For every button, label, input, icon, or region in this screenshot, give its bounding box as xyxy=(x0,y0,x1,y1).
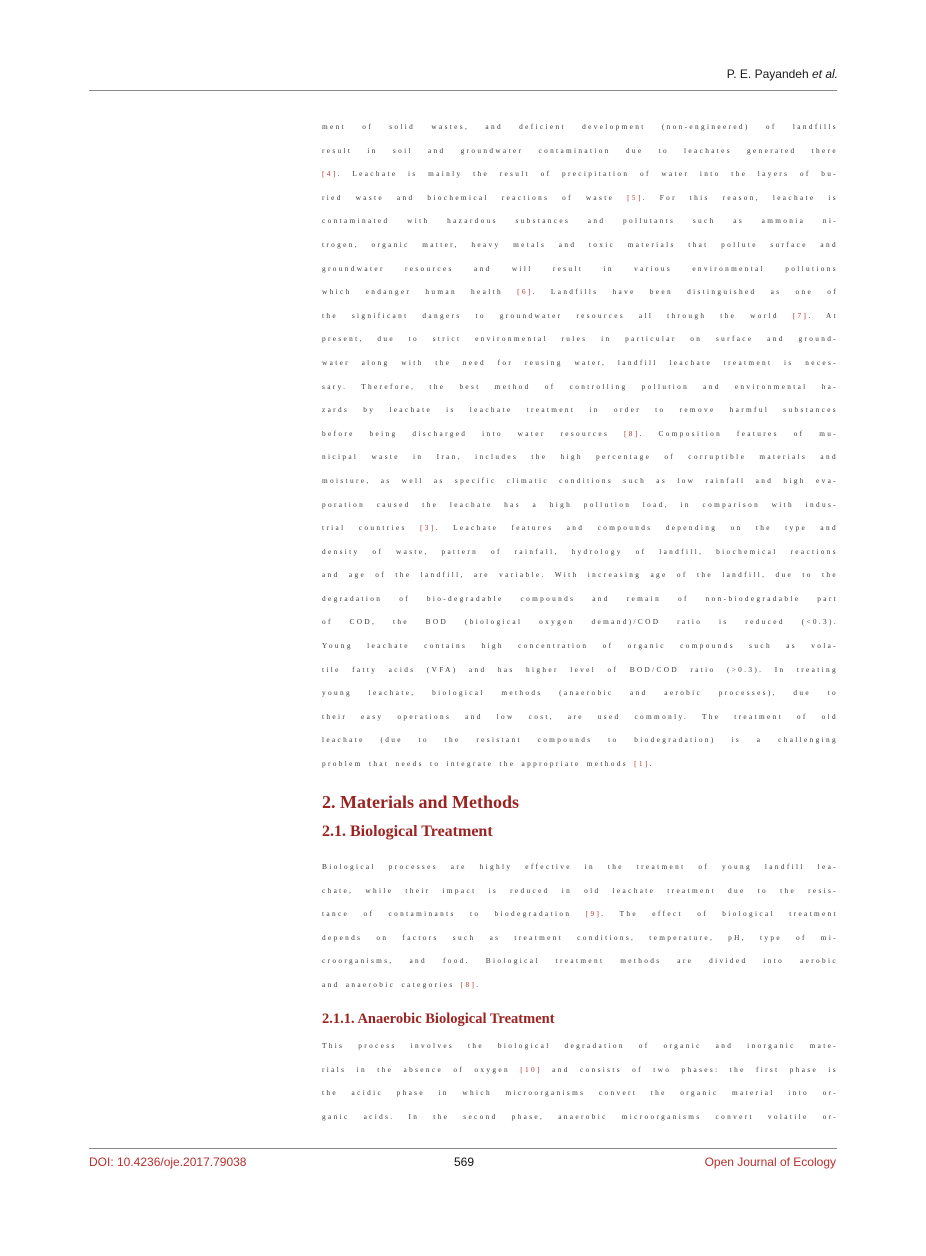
text-line: present, due to strict environmental rules in particular on surface and ground- xyxy=(322,334,838,344)
text-line: rials in the absence of oxygen [10] and consists of two phases: the first phase is xyxy=(322,1064,838,1074)
text-line: their easy operations and low cost, are used commonly. The treatment of old xyxy=(322,711,838,721)
text-line: sary. Therefore, the best method of controlling pollution and environmental ha- xyxy=(322,381,838,391)
text-line: depends on factors such as treatment conditions, temperature, pH, type of mi- xyxy=(322,932,838,942)
text-line: density of waste, pattern of rainfall, hydrology of landfill, biochemical reactions xyxy=(322,546,838,556)
citation-link[interactable]: [6] xyxy=(517,287,533,297)
subsection-heading-biological-treatment: 2.1. Biological Treatment xyxy=(322,823,493,840)
section-heading-materials-methods: 2. Materials and Methods xyxy=(322,792,519,812)
citation-link[interactable]: [7] xyxy=(792,310,809,320)
text-line: before being discharged into water resources [8]. Composition features of mu- xyxy=(322,428,838,438)
intro-paragraph xyxy=(322,120,838,781)
biological-treatment-paragraph xyxy=(322,860,838,1002)
citation-link[interactable]: [8] xyxy=(623,428,640,438)
citation-link[interactable]: [4] xyxy=(322,169,338,179)
text-line: contaminated with hazardous substances and pollutants such as ammonia ni- xyxy=(322,216,838,226)
anaerobic-paragraph xyxy=(322,1039,838,1133)
text-line: young leachate, biological methods (anaerobic and aerobic processes), due to xyxy=(322,688,838,698)
text-line: poration caused the leachate has a high pollution load, in comparison with indus- xyxy=(322,499,838,509)
text-line: Young leachate contains high concentration of organic compounds such as vola- xyxy=(322,641,838,651)
text-line: leachate (due to the resistant compounds to biodegradation) is a challenging xyxy=(322,735,838,745)
text-line: Biological processes are highly effective in the treatment of young landfill lea- xyxy=(322,862,838,871)
text-line: moisture, as well as specific climatic conditions such as low rainfall and high eva- xyxy=(322,475,838,485)
page-header-author xyxy=(727,67,838,81)
footer-journal-link[interactable]: Open Journal of Ecology xyxy=(704,1155,836,1169)
author-name: P. E. Payandeh xyxy=(726,67,809,81)
text-line: trial countries [3]. Leachate features and compounds depending on the type and xyxy=(322,523,838,533)
citation-link[interactable]: [3] xyxy=(420,523,436,533)
text-line: degradation of bio-degradable compounds and remain of non-biodegradable part xyxy=(322,593,838,603)
text-line: of COD, the BOD (biological oxygen demand)/COD ratio is reduced (<0.3). xyxy=(322,617,838,627)
text-line: This process involves the biological degradation of organic and inorganic mate- xyxy=(322,1041,838,1050)
text-line: ment of solid wastes, and deficient development (non-engineered) of landfills xyxy=(322,122,838,131)
citation-link[interactable]: [8] xyxy=(460,979,477,989)
text-line: [4]. Leachate is mainly the result of precipitation of water into the layers of bu- xyxy=(322,169,838,179)
page-number: 569 xyxy=(454,1155,475,1169)
text-line: tile fatty acids (VFA) and has higher level of BOD/COD ratio (>0.3). In treating xyxy=(322,664,838,674)
text-line: and age of the landfill, are variable. With increasing age of the landfill, due to the xyxy=(322,570,838,580)
citation-link[interactable]: [1] xyxy=(634,759,650,769)
text-line: ganic acids. In the second phase, anaerobic microorganisms convert volatile or- xyxy=(322,1111,838,1121)
citation-link[interactable]: [10] xyxy=(520,1064,542,1074)
text-line: ried waste and biochemical reactions of waste [5]. For this reason, leachate is xyxy=(322,192,838,202)
text-line: the significant dangers to groundwater resources all through the world [7]. At xyxy=(322,310,838,320)
text-line: result in soil and groundwater contamination due to leachates generated there xyxy=(322,145,838,155)
citation-link[interactable]: [9] xyxy=(585,909,602,919)
text-line: problem that needs to integrate the appropriate methods [1]. xyxy=(322,759,654,769)
text-line: croorganisms, and food. Biological treatment methods are divided into aerobic xyxy=(322,956,838,966)
text-line: tance of contaminants to biodegradation [9]. The effect of biological treatment xyxy=(322,909,838,919)
text-line: zards by leachate is leachate treatment in order to remove harmful substances xyxy=(322,405,838,415)
text-line: water along with the need for reusing water, landfill leachate treatment is neces- xyxy=(322,357,838,367)
footer-divider xyxy=(89,1148,837,1149)
text-line: and anaerobic categories [8]. xyxy=(322,979,481,989)
footer-doi-link[interactable]: DOI: 10.4236/oje.2017.79038 xyxy=(89,1155,247,1169)
text-line: groundwater resources and will result in various environmental pollutions xyxy=(322,263,838,273)
text-line: chate, while their impact is reduced in old leachate treatment due to the resis- xyxy=(322,885,838,895)
text-line: trogen, organic matter, heavy metals and toxic materials that pollute surface and xyxy=(322,239,838,249)
author-etal: et al. xyxy=(811,67,838,81)
text-line: nicipal waste in Iran, includes the high percentage of corruptible materials and xyxy=(322,452,838,462)
header-divider xyxy=(89,90,837,91)
citation-link[interactable]: [5] xyxy=(627,192,643,202)
text-line: which endanger human health [6]. Landfills have been distinguished as one of xyxy=(322,287,838,297)
text-line: the acidic phase in which microorganisms convert the organic material into or- xyxy=(322,1088,838,1098)
subsubsection-heading-anaerobic: 2.1.1. Anaerobic Biological Treatment xyxy=(322,1011,555,1027)
